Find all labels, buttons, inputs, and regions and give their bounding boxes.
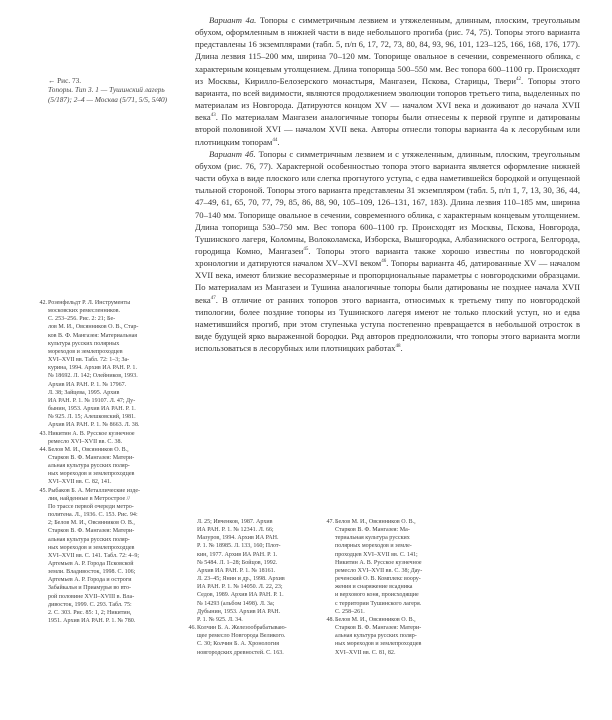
footnote-ref[interactable]: 42	[515, 76, 521, 82]
footnote-line: Архив ИА РАН. Р. 1. № 17967.	[48, 381, 127, 388]
footnote-line: Розенфельдт Р. Л. Инструменты	[48, 300, 131, 306]
footnote-item	[185, 624, 317, 657]
footnote-line: № 5484. Л. 1–28; Бойцов, 1992.	[197, 559, 278, 566]
footnote-line: Р. 1. № 925. Л. 34.	[197, 616, 243, 623]
figure-reference: ← Рис. 73.	[48, 76, 82, 85]
footnote-line: Белов М. И., Овсянников О. В.,	[335, 616, 416, 623]
footnote-line: С. 30; Колчин Б. А. Хронология	[197, 641, 280, 648]
footnote-line: Старков В. Ф. Мангазея: Ма-	[335, 527, 410, 534]
footnote-line: Л. 23–45; Янин и др., 1998. Архив	[197, 576, 285, 583]
footnote-line: 2; Белов М. И., Овсянников О. В.,	[48, 520, 135, 527]
footnote-line: № 18692. Л. 142; Олейников, 1993.	[48, 373, 138, 380]
footnote-number: 44.	[39, 446, 47, 453]
footnote-line: ных мореходов и землепроходцев	[335, 641, 422, 648]
footnote-line: с территории Тушинского лагеря.	[335, 600, 422, 607]
footnote-ref[interactable]: 48	[395, 344, 401, 350]
footnote-line: Белов М. И., Овсянников О. В.,	[335, 519, 416, 525]
footnote-line: Артемьев А. Р. Города и остроги	[48, 577, 132, 584]
footnote-line: По трассе первой очереди метро-	[48, 503, 134, 510]
footnote-line: полярных мореходов и земле-	[335, 543, 412, 550]
footnote-line: Колчин Б. А. Железообрабатываю-	[197, 625, 287, 632]
footnote-line: С. 258–261.	[335, 608, 365, 615]
footnote-line: ков В. Ф. Мангазея: Материальная	[48, 332, 138, 339]
footnote-line: XVI–XVII вв. Табл. 72: 1–3; За-	[48, 357, 130, 364]
footnote-ref[interactable]: 47	[210, 295, 216, 301]
footnote-ref[interactable]: 44	[272, 137, 278, 143]
footnote-line: Старков В. Ф. Мангазея: Матери-	[48, 528, 135, 535]
footnote-line: кин, 1977. Архив ИА РАН. Р. 1.	[197, 551, 278, 558]
footnote-line: альная культура русских поляр-	[48, 463, 130, 470]
footnote-line: Дубынин, 1953. Архив ИА РАН.	[197, 608, 281, 615]
footnote-item	[36, 430, 181, 446]
footnote-line: московских ремесленников.	[48, 308, 121, 315]
footnote-line: 1951. Архив ИА РАН. Р. 1. № 780.	[48, 618, 136, 625]
paragraph-variant-4a: Вариант 4а. Топоры с симметричным лезвием и утяжеленным, длинным, плоским, треугольным обухом, оформленным в нижней части в виде небольшого прогиба (рис. 74, 75). Топоры этого варианта представлены 16 экземплярами (табл. 5, п/п 6, 17, 72, 73, 80, 84, 93, 96, 101, 123–125, 166, 168, 176, 177). Длина лезвия 115–200 мм, ширина 70–120 мм. Топорище овальное в сечении, современного облика, с характерным концевым утолщением. Длина топорища 500–550 мм. Вес топора 600–1100 гр. Происходят из Москвы, Кирилло-Белозерского монастыря, Мангазеи, Пскова, Старицы, Твери$^{42}$. Топоры этого варианта, по всей видимости, являются продолжением эволюции топоров третьего типа, выделенных по материалам из Новгорода. Датируются концом XV — началом XVI века и доживают до начала XVII века$^{43}$. По материалам Мангазеи аналогичные топоры были отнесены к первой группе и датированы второй половиной XVI — началом XVII века. Авторы отнесли топоры варианта 4а к лесорубным или плотницким топорам$^{44}$.	[195, 15, 581, 147]
footnote-line: Р. 1. № 18985. Л. 133, 160; Плот-	[197, 543, 281, 550]
footnote-line: № 925. Л. 15; Алешковский, 1981.	[48, 414, 136, 421]
footnote-line: бынин, 1953. Архив ИА РАН. Р. 1.	[48, 406, 136, 413]
footnote-line: ных мореходов и землепроходцев	[48, 471, 135, 478]
footnote-line: рой половине XVII–XVIII в. Вла-	[48, 593, 135, 600]
footnote-line: мореходов и землепроходцев	[48, 348, 123, 355]
footnote-line: Забайкалья и Приамурья во вто-	[48, 585, 131, 592]
footnote-ref[interactable]: 43	[210, 113, 216, 119]
footnote-line: XVI–XVII вв. С. 141. Табл. 72: 4–9;	[48, 552, 140, 559]
footnote-line: Старков В. Ф. Мангазея: Матери-	[48, 454, 135, 461]
footnote-line: альная культура русских поляр-	[48, 536, 130, 543]
footnotes-right-column	[323, 518, 453, 657]
footnote-line: Рыбаков Б. А. Металлические изде-	[48, 487, 141, 494]
footnote-line: реченский О. В. Комплекс воору-	[335, 576, 421, 583]
footnote-number: 46.	[188, 625, 196, 632]
footnote-line: Мазуров, 1994. Архив ИА РАН.	[197, 535, 279, 542]
footnote-line: № 14293 (альбом 1498). Л. 3а;	[197, 600, 275, 607]
footnote-item	[323, 616, 453, 657]
footnote-item	[36, 299, 181, 430]
footnote-line: С. 253–256. Рис. 2: 21; Бе-	[48, 316, 116, 323]
footnote-line: Никитин А. В. Русское кузнечное	[335, 559, 422, 566]
footnote-ref[interactable]: 46	[381, 259, 387, 265]
footnote-line: политена. Л., 1936. С. 153. Рис. 94:	[48, 512, 138, 519]
footnote-line: XVI–XVII вв. С. 82, 141.	[48, 479, 112, 486]
footnote-line: XVI–XVII вв. С. 81, 82.	[335, 649, 396, 656]
footnote-line: курина, 1994. Архив ИА РАН. Р. 1.	[48, 365, 137, 372]
footnote-line: альная культура русских поляр-	[335, 633, 417, 640]
footnote-line: Л. 25; Ивченков, 1987. Архив	[197, 519, 273, 525]
footnote-line: проходцев XVI–XVII вв. С. 141;	[335, 551, 418, 558]
footnote-item	[36, 446, 181, 487]
footnote-line: ИА РАН. Р. 1. № 14050. Л. 22, 23;	[197, 584, 283, 591]
footnote-item	[36, 487, 181, 626]
footnote-line: лия, найденные в Метрострое //	[48, 495, 131, 502]
footnote-line: лов М. И., Овсянников О. В., Стар-	[48, 324, 139, 331]
footnote-line: Артемьев А. Р. Города Псковской	[48, 561, 134, 567]
footnote-number: 43.	[39, 430, 47, 437]
footnote-line: земли. Владивосток, 1998. С. 106;	[48, 569, 136, 576]
footnote-item	[323, 518, 453, 616]
footnote-line: Архив ИА РАН. Р. 1. № 8663. Л. 38.	[48, 422, 140, 429]
figure-title: Топоры. Тип 3. 1 — Тушинский лагерь (5/187); 2–4 — Москва (5/71, 5/5, 5/40)	[48, 85, 168, 104]
footnote-line: дивосток, 1999. С. 293. Табл. 75:	[48, 601, 132, 608]
footnote-line: Л. 38; Зайцева, 1995. Архив	[48, 389, 120, 396]
variant-label: Вариант 4б.	[209, 148, 256, 159]
footnote-line: жения и снаряжение всадника	[335, 584, 413, 591]
footnote-line: Никитин А. В. Русское кузнечное	[48, 430, 135, 437]
footnote-line: ИА РАН. Р. 1. № 12341. Л. 66;	[197, 527, 274, 534]
footnote-ref[interactable]: 45	[303, 247, 309, 253]
footnote-line: 2. С. 303. Рис. 85: 1, 2; Никитин,	[48, 609, 132, 616]
main-text	[195, 14, 580, 354]
footnote-line: Белов М. И., Овсянников О. В.,	[48, 446, 129, 453]
footnote-line: Седов, 1989. Архив ИА РАН. Р. 1.	[197, 592, 284, 599]
paragraph-variant-4b: Вариант 4б. Топоры с симметричным лезвием и с утяжеленным, длинным, плоским, треугольным обухом (рис. 76, 77). Характерной особенностью топора этого варианта является оформление нижней части обуха в виде плоского или слегка прогнутого уступа, с едва наметившейся бородкой и опущенной тыльной стороной. Топоры этого варианта представлены 31 экземпляром (табл. 5, п/п 1, 7, 13, 30, 36, 44, 47–49, 61, 65, 70, 77, 79, 85, 86, 88, 90, 105–109, 126–131, 167, 183). Длина лезвия 110–185 мм, ширина 70–140 мм. Топорище овальное в сечении, современного облика, с характерным концевым утолщением. Длина топорища 530–750 мм. Вес топора 600–1100 гр. Происходят из Москвы, Пскова, Новгорода, Тушинского лагеря, Коломны, Волоколамска, Изборска, Вышгородка, Албазинского острога, Белгорода, городища Комно, Мангазеи$^{45}$. Топоры этого варианта также хорошо известны по новгородской хронологии и датируются началом XV–XVI веком$^{46}$. Топоры варианта 4б, датированные XV — началом XVII века, имеют близкие весоразмерные и пропорциональные параметры с новгородскими образцами. По материалам из Мангазеи и Тушина аналогичные топоры были датированы не позднее начала XVII века$^{47}$. В отличие от ранних топоров этого варианта, относимых к третьему типу по новгородской типологии, более поздние топоры из Тушинского лагеря имеют не только плоский уступ, но и едва наметившийся прогиб, при этом ступенька уступа постепенно превращается в небольшой отросток в виде будущей ярко выраженной бородки. Ряд авторов предположили, что топоры этого варианта могли использоваться в лесорубных или плотницких работах$^{48}$.	[195, 148, 580, 354]
footnote-line: териальная культура русских	[335, 535, 410, 542]
footnote-line: Архив ИА РАН. Р. 1. № 18161.	[197, 567, 276, 574]
footnote-line: новгородских древностей. С. 163.	[197, 649, 284, 656]
footnote-line: и верхового коня, происходящие	[335, 592, 419, 599]
footnote-line: культура русских полярных	[48, 340, 120, 347]
footnote-number: 42.	[39, 300, 47, 306]
footnote-continuation	[185, 518, 317, 624]
footnote-line: ремесло XVI–XVII вв. С. 38.	[48, 438, 122, 445]
footnotes-middle-column	[185, 518, 317, 657]
figure-caption	[48, 76, 168, 104]
footnote-number: 47.	[326, 519, 334, 525]
footnote-line: щее ремесло Новгорода Великого.	[197, 633, 286, 640]
footnote-number: 48.	[326, 616, 334, 623]
footnote-line: ИА РАН. Р. 1. № 19107. Л. 47; Ду-	[48, 397, 136, 404]
footnote-line: ремесло XVI–XVII вв. С. 38; Дау-	[335, 567, 423, 574]
footnotes-left-column	[36, 299, 181, 625]
footnote-line: ных мореходов и землепроходцев	[48, 544, 135, 551]
footnote-number: 45.	[39, 487, 47, 494]
variant-label: Вариант 4а.	[209, 15, 257, 25]
footnote-line: Старков В. Ф. Мангазея: Матери-	[335, 625, 422, 632]
